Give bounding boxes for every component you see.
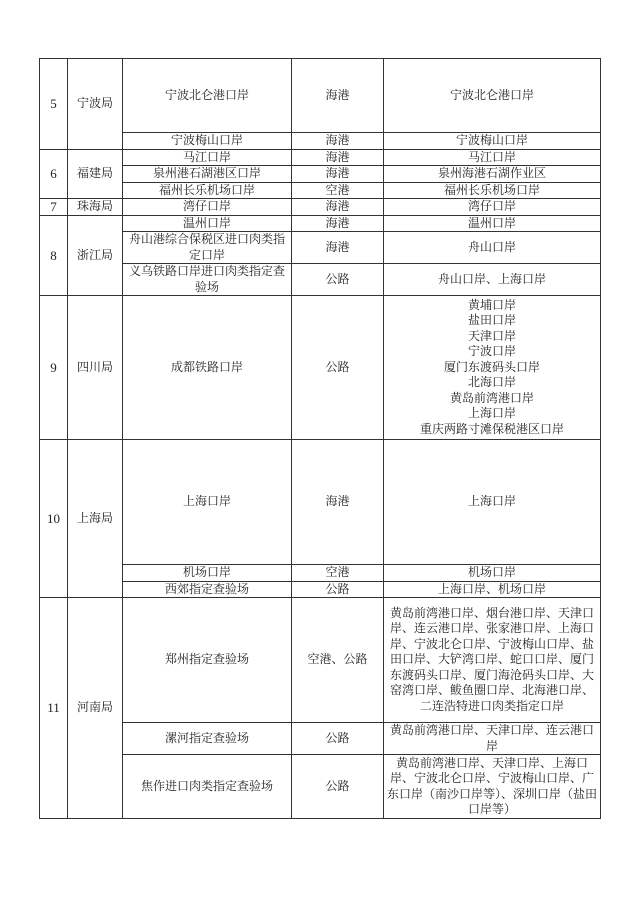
bureau-name: 河南局: [68, 598, 123, 819]
entry-port: 黄岛前湾港口岸、天津口岸、上海口岸、宁波北仑口岸、宁波梅山口岸、广东口岸（南沙口岸等）、深圳口岸（盐田口岸等）: [384, 755, 601, 819]
port-name: 漯河指定查验场: [123, 723, 292, 755]
table-row: [40, 149, 601, 166]
row-number: 11: [40, 598, 68, 819]
port-type: 海港: [292, 166, 384, 183]
entry-port-list: [384, 296, 601, 440]
table-row: [40, 215, 601, 232]
table-row: [40, 232, 601, 264]
port-type: 海港: [292, 59, 384, 133]
port-name: 马江口岸: [123, 149, 292, 166]
entry-port: 黄埔口岸: [467, 297, 516, 312]
entry-port: 湾仔口岸: [384, 199, 601, 216]
entry-port: 宁波北仑港口岸: [384, 59, 601, 133]
port-designation-table: [39, 58, 601, 819]
table-row: [40, 598, 601, 723]
entry-port: 泉州海港石湖作业区: [384, 166, 601, 183]
port-name: 上海口岸: [123, 440, 292, 565]
table-row: [40, 565, 601, 582]
entry-port: 宁波梅山口岸: [384, 133, 601, 150]
entry-port: 宁波口岸: [467, 344, 516, 359]
entry-port: 机场口岸: [384, 565, 601, 582]
entry-port: 福州长乐机场口岸: [384, 182, 601, 199]
port-name: 机场口岸: [123, 565, 292, 582]
port-name: 湾仔口岸: [123, 199, 292, 216]
port-type: 空港、公路: [292, 598, 384, 723]
port-name: 西郊指定查验场: [123, 581, 292, 598]
table-row: [40, 166, 601, 183]
table-row: [40, 296, 601, 440]
port-name: 郑州指定查验场: [123, 598, 292, 723]
row-number: 5: [40, 59, 68, 150]
table-row: [40, 581, 601, 598]
bureau-name: 浙江局: [68, 215, 123, 296]
port-type: 空港: [292, 565, 384, 582]
port-type: 公路: [292, 264, 384, 296]
table-row: [40, 199, 601, 216]
entry-port: 舟山口岸: [384, 232, 601, 264]
port-type: 海港: [292, 149, 384, 166]
entry-port: 黄岛前湾港口岸、烟台港口岸、天津口岸、连云港口岸、张家港口岸、上海口岸、宁波北仑口岸、宁波梅山口岸、盐田口岸、大铲湾口岸、蛇口口岸、厦门东渡码头口岸、厦门海沧码头口岸、大窑湾口岸、鲅鱼圈口岸、北海港口岸、二连浩特进口肉类指定口岸: [384, 598, 601, 723]
table-row: [40, 59, 601, 133]
port-type: 海港: [292, 232, 384, 264]
entry-port: 黄岛前湾港口岸、天津口岸、连云港口岸: [384, 723, 601, 755]
port-type: 海港: [292, 199, 384, 216]
bureau-name: 福建局: [68, 149, 123, 199]
port-type: 公路: [292, 723, 384, 755]
table-row: [40, 723, 601, 755]
port-name: 义乌铁路口岸进口肉类指定查验场: [123, 264, 292, 296]
entry-port: 厦门东渡码头口岸: [443, 359, 540, 374]
port-type: 海港: [292, 215, 384, 232]
entry-port: 上海口岸: [467, 406, 516, 421]
row-number: 7: [40, 199, 68, 216]
bureau-name: 珠海局: [68, 199, 123, 216]
row-number: 10: [40, 440, 68, 598]
port-name: 宁波北仑港口岸: [123, 59, 292, 133]
bureau-name: 四川局: [68, 296, 123, 440]
port-name: 福州长乐机场口岸: [123, 182, 292, 199]
port-type: 公路: [292, 755, 384, 819]
entry-port: 北海口岸: [467, 375, 516, 390]
port-name: 成都铁路口岸: [123, 296, 292, 440]
entry-port: 上海口岸、机场口岸: [384, 581, 601, 598]
port-name: 焦作进口肉类指定查验场: [123, 755, 292, 819]
table-row: [40, 182, 601, 199]
table-row: [40, 755, 601, 819]
entry-port: 温州口岸: [384, 215, 601, 232]
entry-port: 舟山口岸、上海口岸: [384, 264, 601, 296]
entry-port: 盐田口岸: [467, 313, 516, 328]
port-type: 海港: [292, 133, 384, 150]
port-type: 公路: [292, 296, 384, 440]
bureau-name: 上海局: [68, 440, 123, 598]
row-number: 9: [40, 296, 68, 440]
entry-port: 上海口岸: [384, 440, 601, 565]
port-name: 温州口岸: [123, 215, 292, 232]
entry-port: 重庆两路寸滩保税港区口岸: [419, 421, 564, 436]
row-number: 8: [40, 215, 68, 296]
row-number: 6: [40, 149, 68, 199]
entry-port: 黄岛前湾港口岸: [449, 390, 534, 405]
entry-port: 天津口岸: [467, 328, 516, 343]
bureau-name: 宁波局: [68, 59, 123, 150]
table-row: [40, 264, 601, 296]
port-name: 宁波梅山口岸: [123, 133, 292, 150]
port-type: 公路: [292, 581, 384, 598]
entry-port: 马江口岸: [384, 149, 601, 166]
port-type: 海港: [292, 440, 384, 565]
port-type: 空港: [292, 182, 384, 199]
port-name: 舟山港综合保税区进口肉类指定口岸: [123, 232, 292, 264]
port-name: 泉州港石湖港区口岸: [123, 166, 292, 183]
table-row: [40, 133, 601, 150]
table-row: [40, 440, 601, 565]
